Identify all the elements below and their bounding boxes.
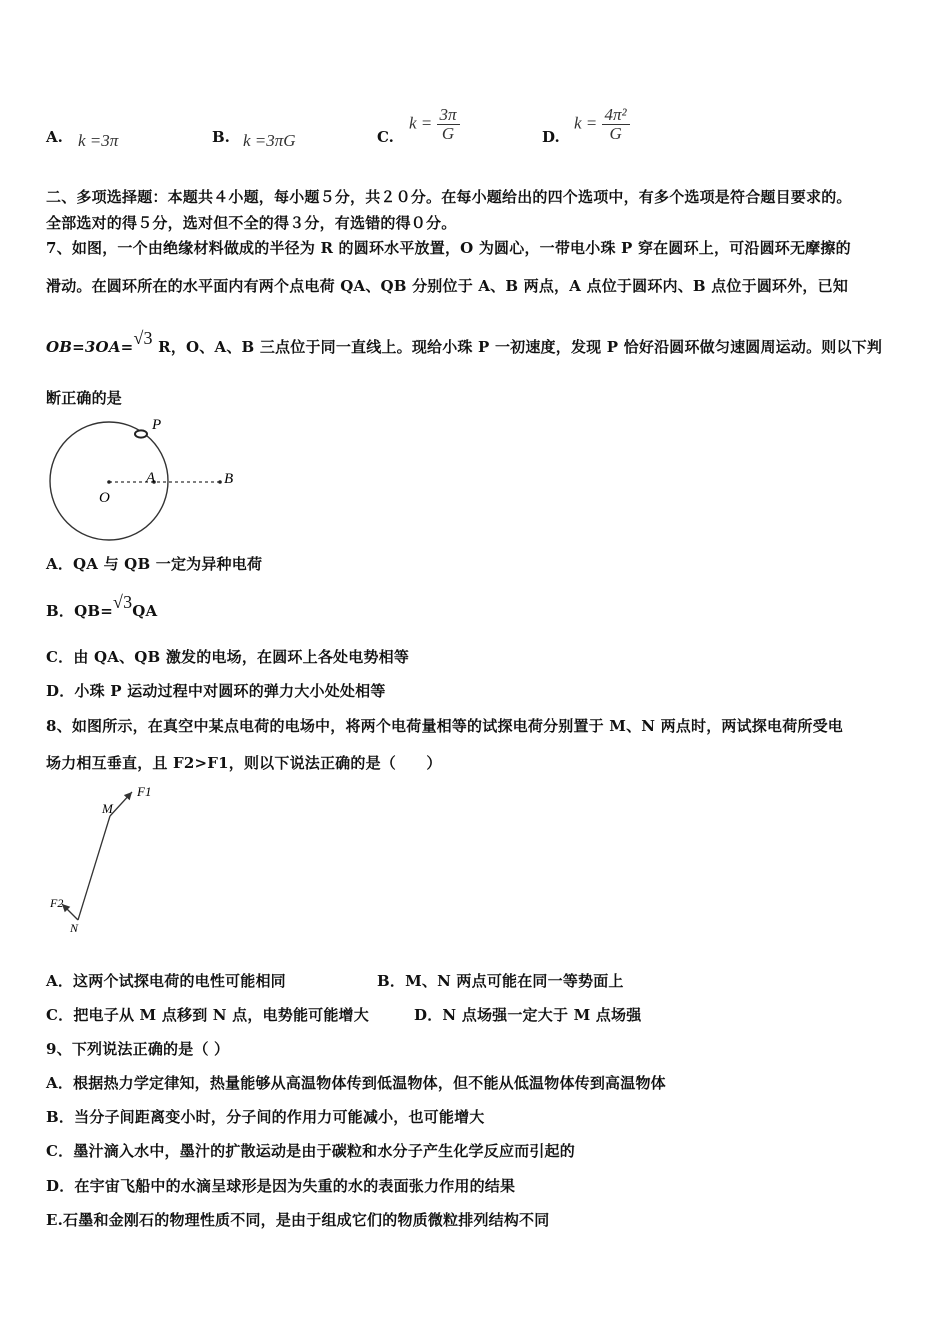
q6-option-d-denominator: G <box>609 124 622 143</box>
q8-label-f1: F1 <box>137 784 152 799</box>
q8-option-d: D．N 点场强一定大于 M 点场强 <box>414 1006 642 1024</box>
q7-option-b-suffix: QA <box>132 602 158 620</box>
q9-option-d: D．在宇宙飞船中的水滴呈球形是因为失重的水的表面张力作用的结果 <box>46 1177 516 1195</box>
q8-option-b: B．M、N 两点可能在同一等势面上 <box>377 972 624 990</box>
q7-stem-line3 <box>46 328 883 357</box>
q8-label-m: M <box>102 801 113 816</box>
q8-force-f1-arrow <box>110 792 132 816</box>
q7-option-b <box>46 592 158 621</box>
q6-option-d-fraction <box>602 106 630 143</box>
q7-sqrt3: √3 <box>133 328 153 348</box>
q7-option-d: D．小珠 P 运动过程中对圆环的弹力大小处处相等 <box>46 682 386 700</box>
q8-option-c: C．把电子从 M 点移到 N 点，电势能可能增大 <box>46 1006 369 1024</box>
q7-point-b <box>218 480 222 484</box>
q8-option-a: A．这两个试探电荷的电性可能相同 <box>46 972 286 990</box>
q8-force-figure <box>44 780 174 940</box>
q6-option-c-label: C. <box>377 128 394 146</box>
section2-instructions-line2: 全部选对的得５分，选对但不全的得３分，有选错的得０分。 <box>46 214 457 232</box>
q7-stem-line1: 7、如图，一个由绝缘材料做成的半径为 R 的圆环水平放置，O 为圆心，一带电小珠 P 穿在圆环上，可沿圆环无摩擦的 <box>46 239 851 257</box>
q6-option-c-denominator: G <box>441 124 455 143</box>
q7-ring-figure <box>44 416 244 546</box>
q7-label-p: P <box>152 417 162 433</box>
q6-option-d-lhs: k = <box>574 113 598 133</box>
q8-label-f2: F2 <box>50 896 64 910</box>
q6-option-c-numerator: 3π <box>437 106 460 125</box>
q7-stem-line3-prefix: OB=3OA= <box>46 338 134 356</box>
q6-option-b-formula: k =3πG <box>243 131 296 150</box>
q7-option-b-sqrt3: √3 <box>113 592 133 612</box>
q7-stem-line3-suffix: R，O、A、B 三点位于同一直线上。现给小珠 P 一初速度，发现 P 恰好沿圆环做匀速圆周运动。则以下判 <box>158 338 883 356</box>
q8-force-f2-arrow <box>62 904 78 920</box>
q9-option-c: C．墨汁滴入水中，墨汁的扩散运动是由于碳粒和水分子产生化学反应而引起的 <box>46 1142 575 1160</box>
q7-option-b-prefix: B．QB= <box>46 602 113 620</box>
q9-stem: 9、下列说法正确的是（ ） <box>46 1040 230 1058</box>
q7-option-c: C．由 QA、QB 激发的电场，在圆环上各处电势相等 <box>46 648 410 666</box>
q6-option-a-label: A. <box>46 128 63 146</box>
q7-option-a: A．QA 与 QB 一定为异种电荷 <box>46 555 263 573</box>
q7-label-b: B <box>224 471 234 487</box>
q6-option-c-fraction <box>437 106 460 143</box>
q6-option-d-numerator: 4π² <box>602 106 630 125</box>
q6-option-a-formula: k =3π <box>78 131 119 150</box>
q6-option-d-label: D. <box>542 128 560 146</box>
q9-option-e: E.石墨和金刚石的物理性质不同，是由于组成它们的物质微粒排列结构不同 <box>46 1211 550 1229</box>
section2-instructions-line1: 二、多项选择题：本题共４小题，每小题５分，共２０分。在每小题给出的四个选项中，有多个选项是符合题目要求的。 <box>46 188 852 206</box>
q9-option-a: A．根据热力学定律知，热量能够从高温物体传到低温物体，但不能从低温物体传到高温物体 <box>46 1074 666 1092</box>
q8-stem-line2: 场力相互垂直，且 F2>F1，则以下说法正确的是（ ） <box>46 754 442 772</box>
q6-option-c-lhs: k = <box>409 113 433 133</box>
q7-stem-line2: 滑动。在圆环所在的水平面内有两个点电荷 QA、QB 分别位于 A、B 两点，A 点位于圆环内、B 点位于圆环外，已知 <box>46 277 849 295</box>
q7-stem-line4: 断正确的是 <box>46 389 123 407</box>
q6-option-c-formula <box>409 106 460 143</box>
q7-label-o: O <box>99 490 110 506</box>
q6-option-d-formula <box>574 106 630 143</box>
q8-stem-line1: 8、如图所示，在真空中某点电荷的电场中，将两个电荷量相等的试探电荷分别置于 M、N 两点时，两试探电荷所受电 <box>46 717 844 735</box>
q7-bead-p <box>135 430 147 437</box>
q8-label-n: N <box>70 921 79 935</box>
q9-option-b: B．当分子间距离变小时，分子间的作用力可能减小，也可能增大 <box>46 1108 485 1126</box>
q7-label-a: A <box>146 470 156 486</box>
q7-point-o <box>107 480 111 484</box>
q8-mn-line <box>78 816 110 920</box>
q6-option-b-label: B. <box>212 128 230 146</box>
